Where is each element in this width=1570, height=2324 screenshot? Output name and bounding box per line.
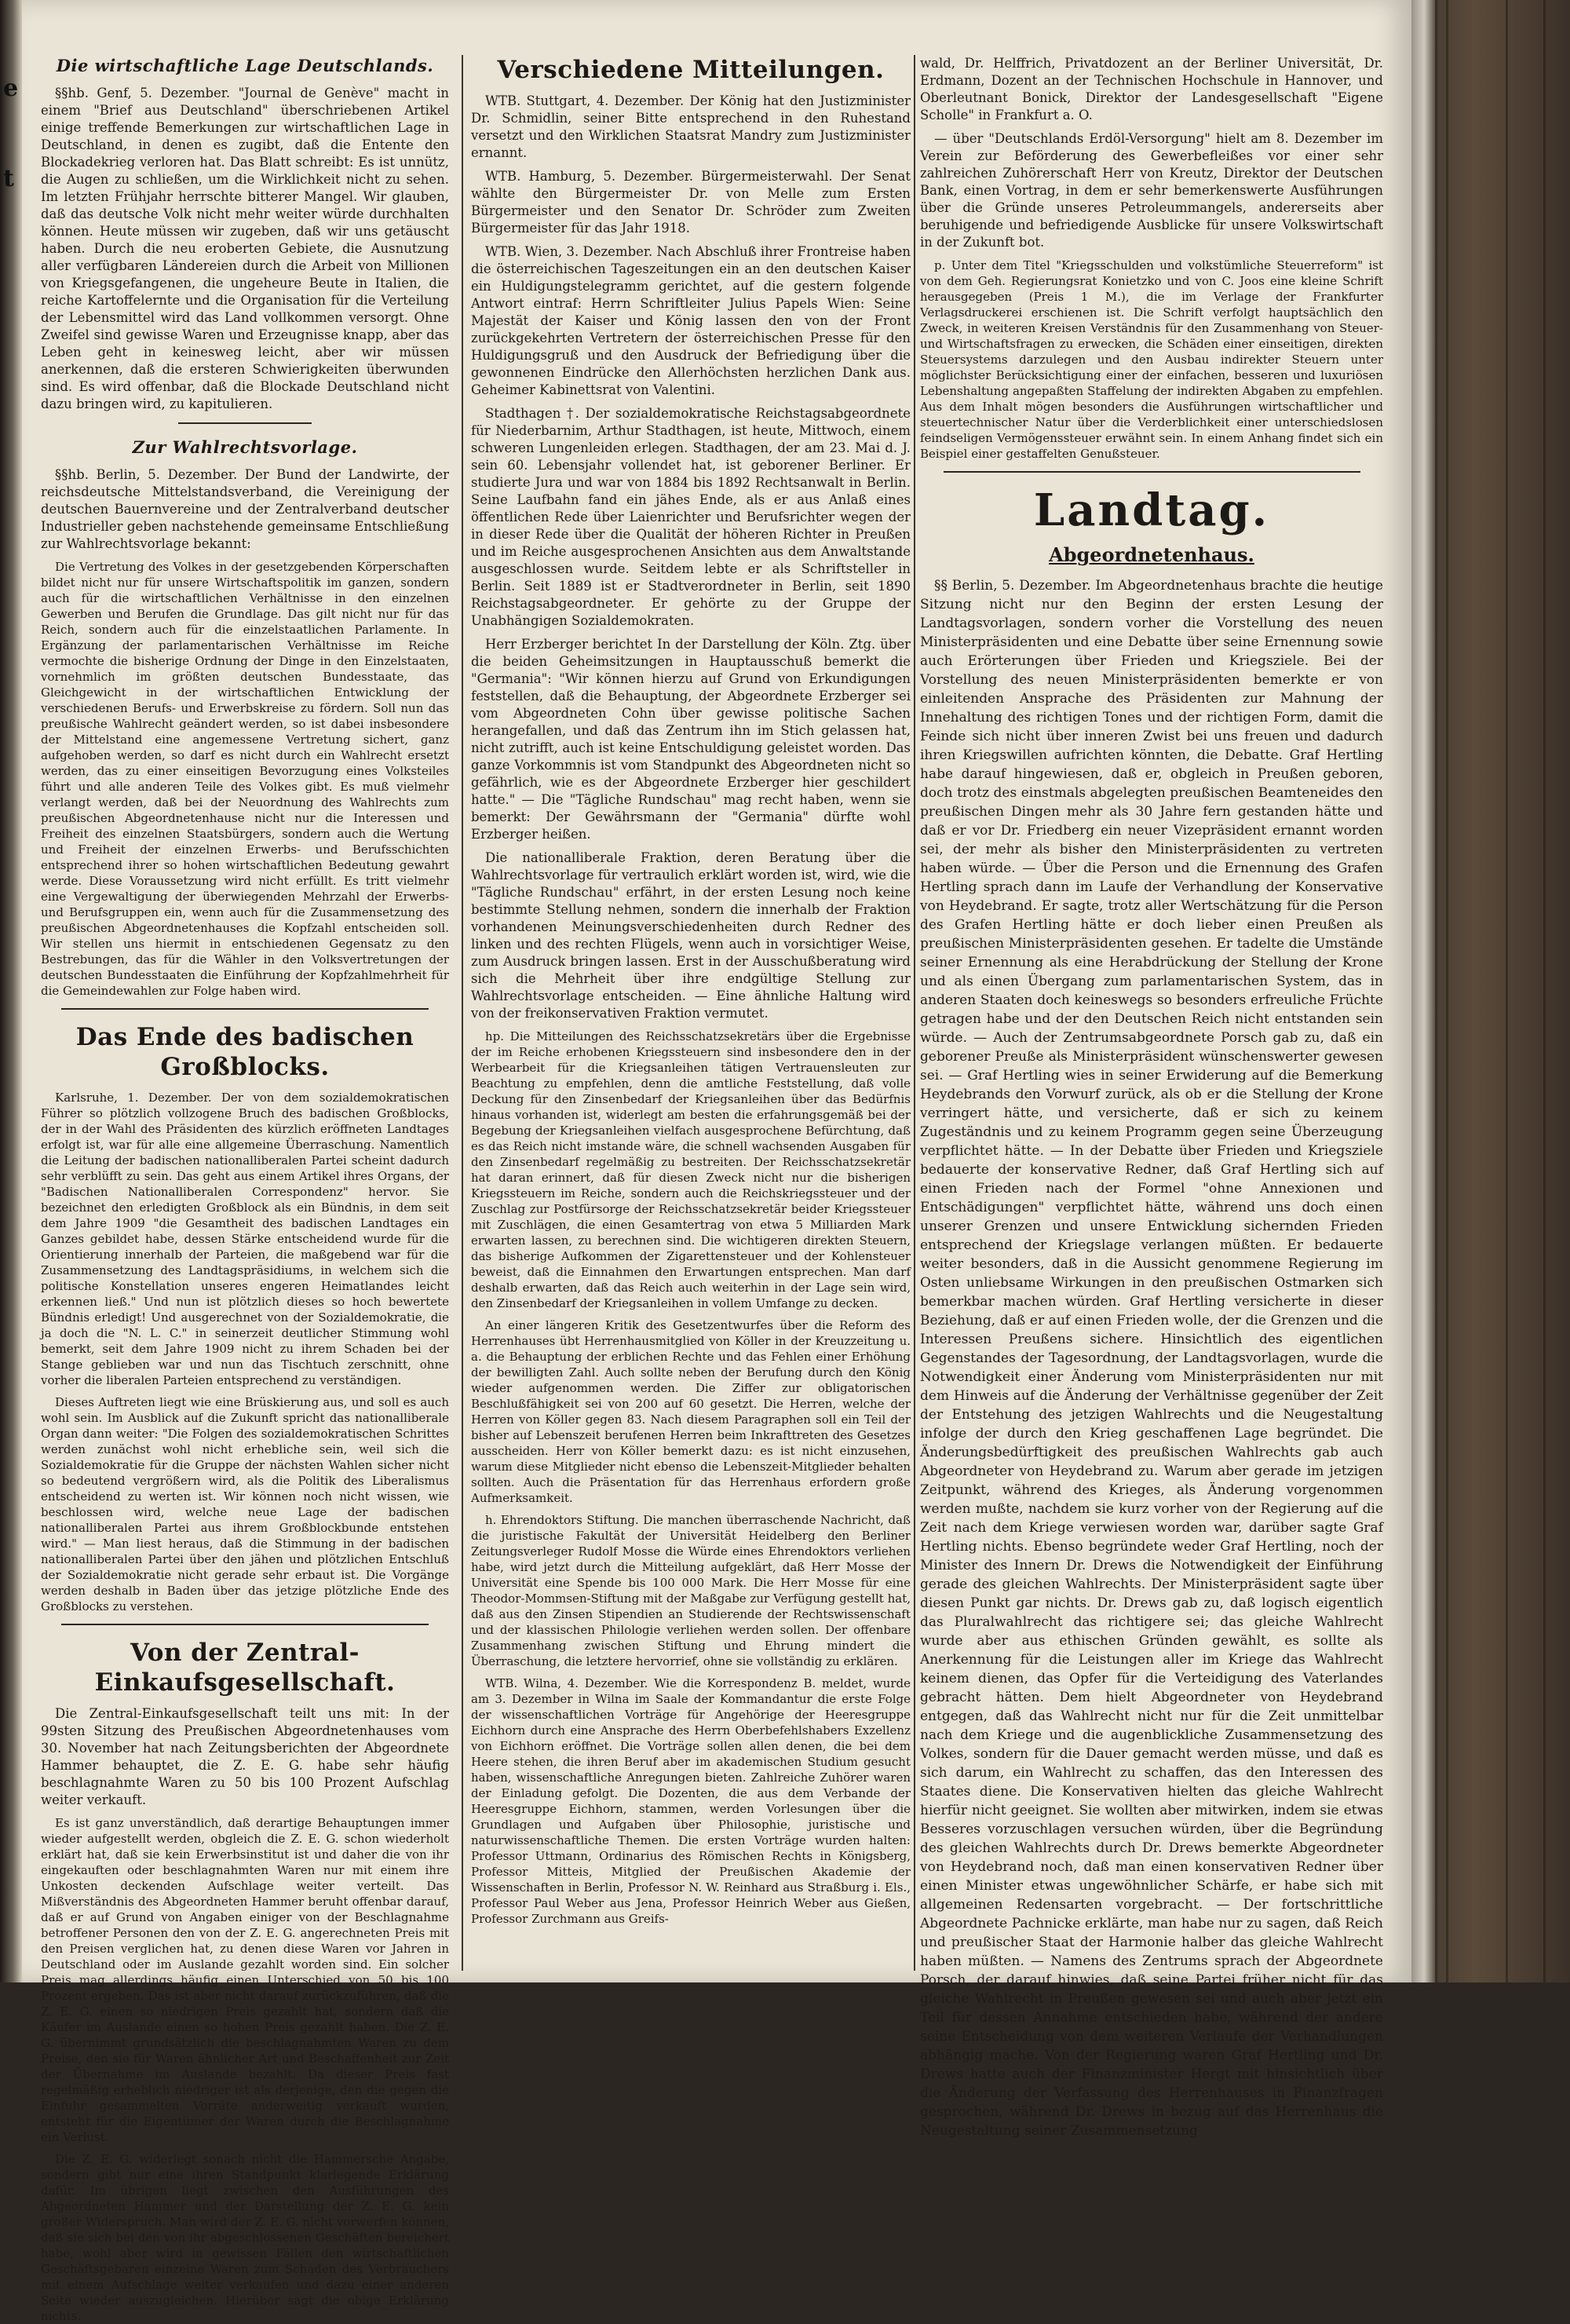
headline-landtag: Landtag. (1033, 484, 1270, 536)
article-text: Die Vertretung des Volkes in der gesetzgebenden Körperschaften bildet nicht nur für unsere Wirtschaftspolitik im ganzen, sondern auch für die wirtschaftlichen Verhältnisse in den einzelnen Gewerben und Berufen die Grundlage. Das gilt nicht nur für das Reich, sondern auch für die einzelstaatlichen Parlamente. In Ergänzung der parlamentarischen Verhältnisse im Reiche vermochte die bisherige Ordnung der Dinge in den Einzelstaaten, vornehmlich im größten deutschen Bundesstaate, das Gleichgewicht in der wirtschaftlichen Entwicklung der verschiedenen Berufs- und Erwerbskreise zu fördern. Soll nun das preußische Wahlrecht geändert werden, so ist dabei insbesondere der Mittelstand eine angemessene Vertretung sichert, ganz aufgehoben werden, so darf es nicht durch ein Wahlrecht ersetzt werden, das zu einer einseitigen Bevorzugung eines Volksteiles führt und alle anderen Teile des Volkes gibt. Es muß vielmehr verlangt werden, daß bei der Neuordnung des Wahlrechts zum preußischen Abgeordnetenhause nicht nur die Interessen und Freiheit des einzelnen Staatsbürgers, sondern auch die Wertung und Freiheit der einzelnen Erwerbs- und Berufsschichten entsprechend ihrer so hohen wirtschaftlichen Bedeutung gewahrt werde. Diese Voraussetzung wird nicht erfüllt. Es tritt vielmehr eine Vergewaltigung der überwiegenden Mehrzahl der Erwerbs- und Berufsgruppen ein, wenn auch für die Zusammensetzung des preußischen Abgeordnetenhauses die Kopfzahl entscheiden soll. Wir stellen uns hiermit in entschiedenen Gegensatz zu den Bestrebungen, das für die Wähler in den Volksvertretungen der deutschen Bundesstaaten die Einführung der Kopfzahlmehrheit für die Gemeindewahlen zur Folge haben wird. (41, 560, 449, 998)
article-text: §§hb. Genf, 5. Dezember. "Journal de Genève" macht in einem "Brief aus Deutschland" überschriebenen Artikel einige treffende Bemerkungen zur wirtschaftlichen Lage in Deutschland, in denen es zugibt, daß die Entente den Blockadekrieg verloren hat. Das Blatt schreibt: Es ist unnütz, die Augen zu schließen, um die Wirklichkeit nicht zu sehen. Im letzten Frühjahr herrschte bitterer Mangel. Wir glauben, daß das deutsche Volk nicht mehr weiter würde durchhalten können. Heute müssen wir zugeben, daß wir uns getäuscht haben. Durch die neu eroberten Gebiete, die Ausnutzung aller verfügbaren Ländereien durch die Arbeit von Millionen von Kriegsgefangenen, die ungeheure Beute in Italien, die reiche Kartoffelernte und die Organisation für die Verteilung der Lebensmittel wird das Land vollkommen versorgt. Ohne Zweifel sind gewisse Waren und Erzeugnisse knapp, aber das Leben geht in keinesweg leicht, aber wir müssen anerkennen, daß die ersteren Schwierigkeiten überwunden sind. Es wird offenbar, daß die Blockade Deutschland nicht dazu bringen wird, zu kapitulieren. (41, 86, 449, 411)
separator (61, 1624, 429, 1625)
column-2 (471, 55, 911, 1971)
column-rule (914, 55, 915, 1971)
column-rule (462, 55, 463, 1971)
subheadline-abgeordnetenhaus: Abgeordnetenhaus. (1049, 543, 1254, 566)
article-text: WTB. Wilna, 4. Dezember. Wie die Korrespondenz B. meldet, wurde am 3. Dezember in Wilna im Saale der Kommandantur die erste Folge der wissenschaftlichen Vorträge für Angehörige der Heeresgruppe Eichhorn durch eine Ansprache des Herrn Oberbefehlshabers Exzellenz von Eichhorn eröffnet. Die Vorträge sollen allen denen, die bei dem Heere stehen, die ihren Beruf aber im akademischen Studium gesucht haben, wissenschaftliche Anregungen bieten. Zahlreiche Zuhörer waren der Einladung gefolgt. Die Dozenten, die aus dem Verbande der Heeresgruppe Eichhorn, stammen, werden Vorlesungen über die Grundlagen und Aufgaben über Philosophie, juristische und naturwissenschaftliche Themen. Die ersten Vorträge wurden halten: Professor Uttmann, Ordinarius des Römischen Rechts in Königsberg, Professor Mitteis, Mitglied der Preußischen Akademie der Wissenschaften in Berlin, Professor N. W. Reinhard aus Straßburg i. Els., Professor Paul Weber aus Jena, Professor Heinrich Weber aus Gießen, Professor Zurchmann aus Greifs- (471, 1676, 911, 1926)
article-text: An einer längeren Kritik des Gesetzentwurfes über die Reform des Herrenhauses übt Herrenhausmitglied von Köller in der Kreuzzeitung u. a. die Behauptung der erblichen Rechte und das Fehlen einer Erhöhung der bewilligten Zahl. Auch sollte neben der Berufung durch den König wieder aufgenommen werden. Die Ziffer zur obligatorischen Beschlußfähigkeit sei von 200 auf 60 gesetzt. Die Herren, welche der Herren von Köller gegen 83. Nach diesem Paragraphen soll ein Teil der bisher auf Lebenszeit berufenen Herren beim Inkrafttreten des Gesetzes ausscheiden. Herr von Köller bemerkt dazu: es ist nicht einzusehen, warum diese Mitglieder nicht ebenso die Lebenszeit-Mitglieder behalten sollten. Auch die Präsentation für das Herrenhaus erfordern große Aufmerksamkeit. (471, 1318, 911, 1505)
book-binding (1411, 0, 1570, 1982)
article-text: Die Z. E. G. widerlegt sonach nicht die Hammersche Angabe, sondern gibt nur eine ihren Standpunkt klarlegende Erklärung dafür. Im übrigen liegt zwischen den Ausführungen des Abgeordneten Hammer und der Darstellung der Z. E. G. kein großer Widerspruch. Man wird der Z. E. G. nicht vorwerfen können, daß sie sich bei den von ihr abgeschlossenen Geschäften bereichert habe, wohl aber wird in gewissen Fällen den wirtschaftlichen Geschäftsgebaren einzelne Waren zum Schaden des Verbrauchers mit einem Aufschlage weiter verkaufen und dazu einer anderen Seite wieder auszugleichen. Hierüber sagt die obige Erklärung nichts. (41, 2152, 449, 2323)
adjacent-page-fragment: t (3, 165, 14, 192)
article-text: WTB. Stuttgart, 4. Dezember. Der König hat den Justizminister Dr. Schmidlin, seiner Bitte entsprechend in den Ruhestand versetzt und den Wirklichen Staatsrat Mandry zum Justizminister ernannt. (471, 93, 911, 160)
column-3 (920, 55, 1383, 2139)
article-text: p. Unter dem Titel "Kriegsschulden und volkstümliche Steuerreform" ist von dem Geh. Regierungsrat Konietzko und von C. Joos eine kleine Schrift herausgegeben (Preis 1 M.), die im Verlage der Frankfurter Verlagsdruckerei erschienen ist. Die Schrift verfolgt hauptsächlich den Zweck, in weiteren Kreisen Verständnis für den Zusammenhang von Steuer- und Wirtschaftsfragen zu erwecken, die Schäden einer einseitigen, direkten Steuersystems darzulegen und den Ausbau indirekter Steuern unter möglichster Berücksichtigung einer der einfachen, besseren und luxuriösen Lebenshaltung angepaßten Staffelung der indirekten Abgaben zu empfehlen. Aus dem Inhalt mögen besonders die Ausführungen wirtschaftlicher und steuertechnischer Natur über die Verderblichkeit einer unterschiedslosen feindseligen Vermögenssteuer erwähnt sein. In einem Anhang findet sich ein Beispiel einer gestaffelten Genußsteuer. (920, 258, 1383, 461)
article-text: Dieses Auftreten liegt wie eine Brüskierung aus, und soll es auch wohl sein. Im Ausblick auf die Zukunft spricht das nationalliberale Organ dann weiter: "Die Folgen des sozialdemokratischen Schrittes werden zunächst wohl nicht erhebliche sein, weil sich die Sozialdemokratie für die Gruppe der nächsten Wahlen sicher nicht so bedeutend vergrößern wird, als die Politik des Liberalismus entscheidend zu werten ist. Wir können noch nicht wissen, wie beschlossen wird, welche neue Lage der badischen nationalliberalen Partei aus ihrem Großblockbunde entstehen wird." — Man liest heraus, daß die Stimmung in der badischen nationalliberalen Partei über den jähen und plötzlichen Entschluß der Sozialdemokratie nicht gerade sehr erbaut ist. Die Vorgänge werden deshalb in Baden über das jetzige plötzliche Ende des Großblocks zu verstehen. (41, 1395, 449, 1613)
column-1 (41, 55, 449, 2323)
article-text: h. Ehrendoktors Stiftung. Die manchen überraschende Nachricht, daß die juristische Fakultät der Universität Heidelberg den Berliner Zeitungsverleger Rudolf Mosse die Würde eines Ehrendoktors verliehen habe, wird jetzt durch die Mitteilung aufgeklärt, daß Herr Mosse der Universität eine Spende bis 100 000 Mark. Die Herr Mosse für eine Theodor-Mommsen-Stiftung mit der Maßgabe zur Verfügung gestellt hat, daß aus den Zinsen Stipendien an Studierende der Rechtswissenschaft und der klassischen Philologie verliehen werden sollen. Der offenbare Zusammenhang zwischen Stiftung und Ehrung mindert die Überraschung, die letztere hervorrief, ohne sie vollständig zu erklären. (471, 1513, 911, 1668)
headline-zentral-einkaufsgesellschaft: Von der Zentral-Einkaufsgesellschaft. (94, 1639, 396, 1697)
headline-wirtschaftliche-lage: Die wirtschaftliche Lage Deutschlands. (56, 56, 434, 75)
article-text: Die nationalliberale Fraktion, deren Beratung über die Wahlrechtsvorlage für vertraulich erklärt worden ist, wird, wie die "Tägliche Rundschau" erfährt, in der ersten Lesung noch keine bestimmte Stellung nehmen, sondern die innerhalb der Fraktion vorhandenen Meinungsverschiedenheiten durch Redner des linken und des rechten Flügels, wenn auch in vorsichtiger Weise, zum Ausdruck bringen lassen. Erst in der Ausschußberatung wird sich die Mehrheit über ihre endgültige Stellung zur Wahlrechtsvorlage entscheiden. — Eine ähnliche Haltung wird von der freikonservativen Fraktion vermutet. (471, 850, 911, 1021)
article-text: WTB. Hamburg, 5. Dezember. Bürgermeisterwahl. Der Senat wählte den Bürgermeister Dr. von Melle zum Ersten Bürgermeister und den Senator Dr. Schröder zum Zweiten Bürgermeister für das Jahr 1918. (471, 169, 911, 236)
adjacent-page-fragment: e (3, 75, 19, 102)
article-text: hp. Die Mitteilungen des Reichsschatzsekretärs über die Ergebnisse der im Reiche erhobenen Kriegssteuern sind insbesondere den in der Werbearbeit für die Kriegsanleihen tätigen Vertrauensleuten zur Beachtung zu empfehlen, denn die amtliche Feststellung, daß volle Deckung für den Zinsenbedarf der Kriegsanleihen über das Bedürfnis hinaus vorhanden ist, widerlegt am besten die erfahrungsgemäß bei der Begebung der Kriegsanleihen vielfach ausgesprochene Befürchtung, daß es das Reich nicht imstande wäre, die schnell wachsenden Ausgaben für den Zinsenbedarf regelmäßig zu bestreiten. Der Reichsschatzsekretär hat daran erinnert, daß für diesen Zweck nicht nur die bisherigen Kriegssteuern im Reiche, sondern auch die Reichskriegssteuer und der Zuschlag zur Postfürsorge der Reichsschatzsekretär beider Kriegssteuer mit Zuschlägen, die einen Gesamtertrag von etwa 5 Milliarden Mark erwarten lassen, zu berechnen sind. Die wichtigeren direkten Steuern, das bisherige Aufkommen der Zigarettensteuer und der Kohlensteuer beweist, daß die Einnahmen den Erwartungen entsprechen. Man darf deshalb erwarten, daß das Reich auch weiterhin in der Lage sein wird, den Zinsenbedarf der Kriegsanleihen in vollem Umfange zu decken. (471, 1029, 911, 1310)
separator (61, 1008, 429, 1010)
separator (944, 471, 1360, 473)
article-text: wald, Dr. Helffrich, Privatdozent an der Berliner Universität, Dr. Erdmann, Dozent an der Technischen Hochschule in Hannover, und Oberleutnant Bonick, Direktor der Landesgesellschaft "Eigene Scholle" in Frankfurt a. O. (920, 56, 1383, 122)
headline-wahlrechtsvorlage: Zur Wahlrechtsvorlage. (132, 437, 358, 457)
adjacent-page-edge (0, 0, 22, 1982)
article-text: Karlsruhe, 1. Dezember. Der von dem sozialdemokratischen Führer so plötzlich vollzogene Bruch des badischen Großblocks, der in der Wahl des Präsidenten des kürzlich eröffneten Landtages erfolgt ist, war für alle eine allgemeine Überraschung. Namentlich die Leitung der badischen nationalliberalen Partei scheint dadurch sehr verblüfft zu sein. Das geht aus einem Artikel ihres Organs, der "Badischen Nationalliberalen Correspondenz" hervor. Sie bezeichnet den erledigten Großblock als ein Bündnis, in dem seit dem Jahre 1909 "die Gesamtheit des badischen Landtages ein Ganzes gebildet habe, dessen Stärke entscheidend wurde für die Orientierung innerhalb der Parteien, die maßgebend war für die Zusammensetzung des Landtagspräsidiums, in welchem sich die politische Konstellation unseres engeren Heimatlandes leicht erkennen ließ." Und nun ist plötzlich dieses so hoch bewertete Bündnis erledigt! Und ausgerechnet von der Sozialdemokratie, die ja doch die "N. L. C." in seinerzeit deutlicher Stimmung wohl bemerkt, seit dem Jahre 1909 nicht zu ihrem Schaden bei der Stange geblieben war und nun das Tischtuch zerschnitt, ohne vorher die liberalen Parteien entsprechend zu verständigen. (41, 1091, 449, 1387)
headline-badischer-grossblock: Das Ende des badischen Großblocks. (75, 1023, 414, 1081)
headline-verschiedene-mitteilungen: Verschiedene Mitteilungen. (497, 56, 885, 84)
article-text: — über "Deutschlands Erdöl-Versorgung" hielt am 8. Dezember im Verein zur Beförderung des Gewerbefleißes vor einer sehr zahlreichen Zuhörerschaft Herr von Kreutz, Direktor der Deutschen Bank, einen Vortrag, in dem er sehr bemerkenswerte Ausführungen über die Gründe unseres Petroleummangels, andererseits aber beruhigende und befriedigende Ausblicke für unsere Volkswirtschaft in der Zukunft bot. (920, 131, 1383, 250)
article-text: Die Zentral-Einkaufsgesellschaft teilt uns mit: In der 99sten Sitzung des Preußischen Abgeordnetenhauses vom 30. November hat nach Zeitungsberichten der Abgeordnete Hammer behauptet, die Z. E. G. habe sehr häufig beschlagnahmte Waren zu 50 bis 100 Prozent Aufschlag weiter verkauft. (41, 1706, 449, 1807)
article-text: Stadthagen †. Der sozialdemokratische Reichstagsabgeordnete für Niederbarnim, Arthur Stadthagen, ist heute, Mittwoch, einem schweren Lungenleiden erlegen. Stadthagen, der am 23. Mai d. J. sein 60. Lebensjahr vollendet hat, ist geborener Berliner. Er studierte Jura und war von 1884 bis 1892 Rechtsanwalt in Berlin. Seine Laufbahn fand ein jähes Ende, als er aus Anlaß eines öffentlichen Rede über Laienrichter und Berufsrichter wegen der in dieser Rede über die Qualität der höheren Richter in Preußen und im Reiche ausgesprochenen Ansichten aus dem Anwaltstande ausgeschlossen wurde. Seitdem lebte er als Schriftsteller in Berlin. Seit 1889 ist er Stadtverordneter in Berlin, seit 1890 Reichstagsabgeordneter. Er gehörte zu der Gruppe der Unabhängigen Sozialdemokraten. (471, 406, 911, 628)
separator (178, 422, 312, 424)
article-text: §§hb. Berlin, 5. Dezember. Der Bund der Landwirte, der reichsdeutsche Mittelstandsverband, die Vereinigung der deutschen Bauernvereine und der Zentralverband deutscher Industrieller geben nachstehende gemeinsame Entschließung zur Wahlrechtsvorlage bekannt: (41, 467, 449, 551)
article-text: WTB. Wien, 3. Dezember. Nach Abschluß ihrer Frontreise haben die österreichischen Tageszeitungen ein an den deutschen Kaiser ein Huldigungstelegramm gerichtet, auf die gestern folgende Antwort eintraf: Herrn Schriftleiter Julius Papels Wien: Seine Majestät der Kaiser und König lassen den von der Front zurückgekehrten Vertretern der österreichischen Presse für den Huldigungsgruß und den Ausdruck der Befriedigung über die gewonnenen Eindrücke den Allerhöchsten herzlichen Dank aus. Geheimer Kabinettsrat von Valentini. (471, 244, 911, 397)
article-text: Herr Erzberger berichtet In der Darstellung der Köln. Ztg. über die beiden Geheimsitzungen in Hauptausschuß bemerkt die "Germania": "Wir können hierzu auf Grund von Erkundigungen feststellen, daß die Behauptung, der Abgeordnete Erzberger sei vom Abgeordneten Cohn über gewisse politische Sachen herangefallen, und daß das Zentrum ihn im Stich gelassen hat, nicht zutrifft, auch ist keine Entschuldigung geleistet worden. Das ganze Vorkommnis ist vom Standpunkt des Abgeordneten nicht so gefährlich, wie es der Abgeordnete Erzberger hier geschildert hatte." — Die "Tägliche Rundschau" mag recht haben, wenn sie bemerkt: Der Gewährsmann der "Germania" dürfte wohl Erzberger heißen. (471, 637, 911, 842)
article-text: §§ Berlin, 5. Dezember. Im Abgeordnetenhaus brachte die heutige Sitzung nicht nur den Beginn der ersten Lesung der Landtagsvorlagen, sondern vorher die Vorstellung des neuen Ministerpräsidenten und eine Debatte über seine Ernennung sowie auch Erörterungen über Frieden und Kriegsziele. Bei der Vorstellung des neuen Ministerpräsidenten bemerkte er von einleitenden Ansprache des Präsidenten zur Mahnung der Innehaltung des richtigen Tones und der richtigen Form, damit die Feinde sich nicht über inneren Zwist bei uns freuen und dadurch ihren Kriegswillen aufrichten könnten, die Debatte. Graf Hertling habe darauf hingewiesen, daß er, obgleich in Preußen geboren, doch trotz des einstmals abgelegten preußischen Beamteneides den preußischen Dingen mehr als 30 Jahre fern gestanden hätte und daß er vor Dr. Friedberg ein neuer Vizepräsident ernannt worden sei, der mehr als bisher den Ministerpräsidenten zu vertreten haben würde. — Über die Person und die Ernennung des Grafen Hertling sprach dann im Laufe der Verhandlung der Konservative von Heydebrand. Er sagte, trotz aller Wertschätzung für die Person des Grafen Hertling hätte er doch lieber einen Preußen als preußischen Ministerpräsidenten gesehen. Er tadelte die Umstände seiner Ernennung als eine Herabdrückung der Stellung der Krone und als einen Übergang zum parlamentarischen System, das in anderen Staaten doch keineswegs so besonders erfreuliche Früchte getragen habe und der den Deutschen Reich nicht entstanden sein würde. — Auch der Zentrumsabgeordnete Porsch gab zu, daß ein geborener Preuße als Ministerpräsident wünschenswerter gewesen sei. — Graf Hertling wies in seiner Erwiderung auf die Bemerkung Heydebrands den Vorwurf zurück, als ob er die Stellung der Krone verringert hätte, und versicherte, daß er sich zu keinem Zugeständnis und zu keinem Programm gegen seine Überzeugung verpflichtet hätte. — In der Debatte über Frieden und Kriegsziele bedauerte der konservative Redner, daß Graf Hertling sich auf einen Frieden nach der Formel "ohne Annexionen und Entschädigungen" verpflichtet hätte, während uns doch einen unserer Grenzen und unsere Entwicklung sichernden Frieden entsprechend der Kriegslage verlangen müßten. Er bedauerte weiter besonders, daß in die Aussicht genommene Regierung im Osten unliebsame Wirkungen in den preußischen Ostmarken sich bemerkbar machen würden. Graf Hertling versicherte in dieser Beziehung, daß er auf einen Frieden wolle, der die Grenzen und die Interessen Preußens sichere. Hinsichtlich des eigentlichen Gegenstandes der Tagesordnung, der Landtagsvorlagen, wurde die Notwendigkeit einer Änderung vom Ministerpräsidenten nur mit dem Hinweis auf die Änderung der Verhältnisse gegenüber der Zeit der Entstehung des jetzigen Wahlrechts und die Neugestaltung infolge der durch den Krieg geschaffenen Lage begründet. Die Änderungsbedürftigkeit des preußischen Wahlrechts gab auch Abgeordneter von Heydebrand zu. Warum aber gerade im jetzigen Zeitpunkt, während des Krieges, als Änderung vorgenommen werden mußte, nachdem sie kurz vorher von der Regierung auf die Zeit nach dem Kriege verwiesen worden war, darüber sagte Graf Hertling nichts. Ebenso begründete weder Graf Hertling, noch der Minister des Innern Dr. Drews die Notwendigkeit der Einführung gerade des gleichen Wahlrechts. Der Ministerpräsident sagte über diesen Punkt gar nichts. Dr. Drews gab zu, daß logisch eigentlich das Pluralwahlrecht das richtigere sei; das gleiche Wahlrecht wurde aber aus ethischen Gründen gewählt, es sollte als Anerkennung für die Leistungen aller im Kriege das Wahlrecht keinem dienen, das Opfer für die Verteidigung des Vaterlandes gebracht hätten. Dem hielt Abgeordneter von Heydebrand entgegen, daß das Wahlrecht nicht nur für die Zeit unmittelbar nach dem Kriege und die augenblickliche Zusammensetzung des Volkes, sondern für die Dauer gemacht werden müsse, und daß es sich darum, ein Wahlrecht zu schaffen, das den Interessen des Staates diene. Die Konservativen hielten das gleiche Wahlrecht hierfür nicht geeignet. Sie wollten aber mitwirken, indem sie etwas Besseres vorzuschlagen versuchen würden, über die Begründung des gleichen Wahlrechts durch Dr. Drews bemerkte Abgeordneter von Heydebrand noch, daß man einen konservativen Redner über einen Minister etwas ungewöhnlicher Schärfe, er habe sich mit allgemeinen Redensarten vorgebracht. — Der fortschrittliche Abgeordnete Pachnicke erklärte, man habe nur zu sagen, daß Reich und preußischer Staat der Harmonie halber das gleiche Wahlrecht haben müßten. — Namens des Zentrums sprach der Abgeordnete Porsch, der darauf hinwies, daß seine Partei früher nicht für das gleiche Wahlrecht in Preußen gewesen sei und auch aber jetzt ein Teil für dessen Annahme entschieden habe, während der andere seine Entscheidung von dem weiteren Verlaufe der Verhandlungen abhängig mache. Von der Regierung waren Graf Hertling und Dr. Drews hatte auch der Finanzminister Hergt mit hinsichtlich über die Änderung der Verfassung des Herrenhauses in Finanzfragen gesprochen, während Dr. Drews in bezug auf das Herrenhaus die Neugestaltung seiner Zusammensetzung (920, 578, 1383, 2139)
article-text: Es ist ganz unverständlich, daß derartige Behauptungen immer wieder aufgestellt werden, obgleich die Z. E. G. schon wiederholt erklärt hat, daß sie kein Erwerbsinstitut ist und daher die von ihr eingekauften oder beschlagnahmten Waren nur mit einem ihre Unkosten deckenden Aufschlage weiter verteilt. Das Mißverständnis des Abgeordneten Hammer beruht offenbar darauf, daß er auf Grund von Angaben einiger von der Beschlagnahme betroffener Personen den von der Z. E. G. angerechneten Preis mit den Preisen verglichen hat, zu denen diese Waren vor Jahren in Deutschland oder im Auslande gezahlt worden sind. Ein solcher Preis mag allerdings häufig einen Unterschied von 50 bis 100 Prozent ergeben. Das ist aber nicht darauf zurückzuführen, daß die Z. E. G. einen so niedrigen Preis gezahlt hat, sondern daß die Käufer im Auslande einen so hohen Preis gezahlt haben. Die Z. E. G. übernimmt grundsätzlich die beschlagnahmten Waren zu dem Preise, den sie für Waren ähnlicher Art und Beschaffenheit zur Zeit der Übernahme im Auslande bezahlt. Da dieser Preis fast regelmäßig erheblich niedriger ist als derjenige, den die gegen die Einfuhr gesammelten Vorräte anderweitig verkauft wurden, entsteht für die Eigentümer der Waren durch die Beschlagnahme ein Verlust. (41, 1816, 449, 2144)
